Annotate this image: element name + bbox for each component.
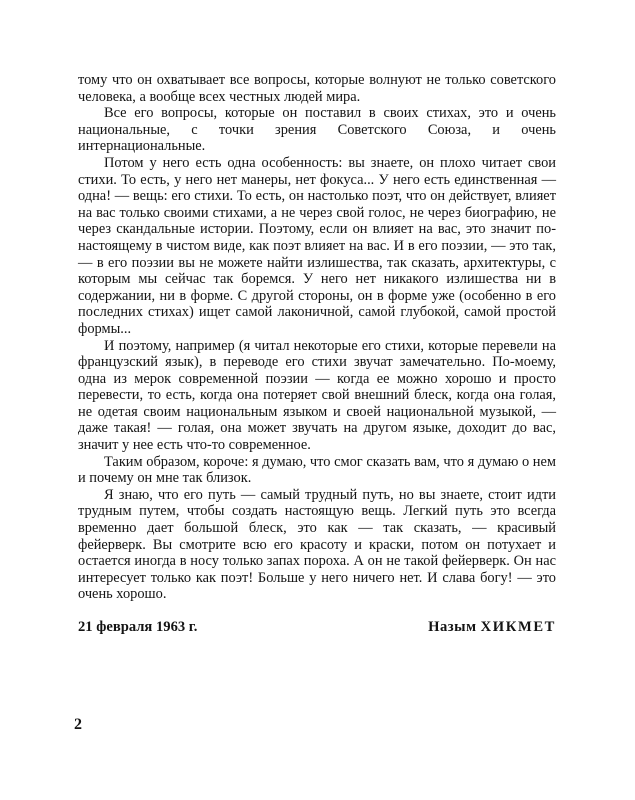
author-name <box>428 618 556 636</box>
paragraph: И поэтому, например (я читал некоторые его стихи, которые перевели на французский язык), в переводе его стихи звучат замечательно. По-моему, одна из мерок современной поэзии — когда ее можно хорошо и просто перевести, то есть, когда она потеряет свой внешний блеск, когда она голая, не одетая своим национальным языком и своей национальной музыкой, — даже такая! — голая, она может звучать на другом языке, доходит до вас, значит у нее есть что-то современное. <box>78 337 556 454</box>
paragraph: Потом у него есть одна особенность: вы знаете, он плохо читает свои стихи. То есть, у него нет манеры, нет фокуса... У него есть единственная — одна! — вещь: его стихи. То есть, он настолько поэт, что он действует, влияет на вас только своими стихами, а не через свой голос, не через биографию, не через скандальные истории. Поэтому, если он влияет на вас, это значит по-настоящему в чистом виде, как поэт влияет на вас. И в его поэзии, — это так, — в его поэзии вы не можете найти излишества, так сказать, архитектуры, с которым мы сейчас так боремся. У него нет никакого излишества ни в содержании, ни в форме. С другой стороны, он в форме уже (особенно в его последних стихах) ищет самой лаконичной, самой глубокой, самой простой формы... <box>78 154 556 337</box>
paragraph: тому что он охватывает все вопросы, которые волнуют не только советского человека, а вообще всех честных людей мира. <box>78 72 556 105</box>
signature-line <box>78 618 556 636</box>
author-first-name: Назым <box>428 619 477 635</box>
page-number: 2 <box>74 716 82 733</box>
paragraph: Я знаю, что его путь — самый трудный путь, но вы знаете, стоит идти трудным путем, чтобы создать настоящую вещь. Легкий путь это всегда временно дает большой блеск, это как — так сказать, — красивый фейерверк. Вы смотрите всю его красоту и краски, потом он потухает и остается иногда в носу только запах пороха. А он не такой фейерверк. Он нас интересует только как поэт! Больше у него ничего нет. И слава богу! — это очень хорошо. <box>78 486 556 603</box>
paragraph: Все его вопросы, которые он поставил в своих стихах, это и очень национальные, с точки зрения Советского Союза, и очень интернациональные. <box>78 105 556 155</box>
author-surname: ХИКМЕТ <box>480 619 556 635</box>
paragraph: Таким образом, короче: я думаю, что смог сказать вам, что я думаю о нем и почему он мне так близок. <box>78 453 556 487</box>
article-body <box>78 72 556 603</box>
article-date: 21 февраля 1963 г. <box>78 619 198 635</box>
